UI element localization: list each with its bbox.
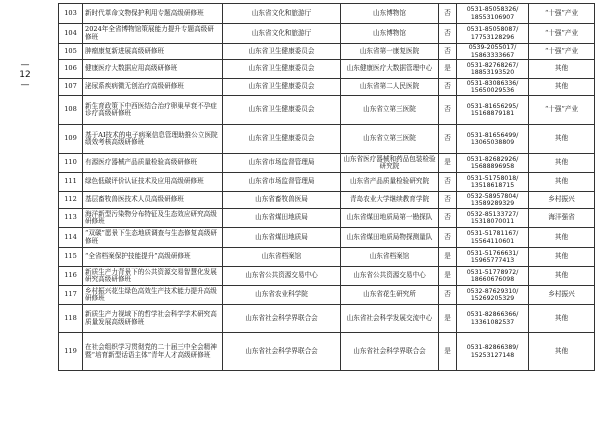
flag-cell: 是 [439, 154, 457, 173]
row-number: 103 [59, 4, 83, 24]
row-number: 104 [59, 24, 83, 44]
row-number: 105 [59, 44, 83, 60]
table-row [59, 24, 595, 44]
supervising-department: 山东省煤田地质局 [223, 228, 341, 248]
course-name: 有源医疗器械产品质量检验高级研修班 [83, 154, 223, 173]
page-number: — 12 — [19, 60, 31, 90]
course-name: 肿瘤康复新进展高级研修班 [83, 44, 223, 60]
course-name: 新质生产力视域下的哲学社会科学学术研究高质量发展高级研修班 [83, 305, 223, 333]
row-number: 109 [59, 125, 83, 154]
course-name: 基于AI技术的电子病案信息管理助推公立医院绩效考核高级研修班 [83, 125, 223, 154]
table-row [59, 305, 595, 333]
organizing-unit: 山东省煤田地质局物探测量队 [341, 228, 439, 248]
course-name: 新生育政策下中西医结合治疗卵巢早衰不孕症诊疗高级研修班 [83, 96, 223, 125]
contact-phone: 0531-82866366/ 13361082537 [457, 305, 529, 333]
contact-phone: 0531-51778972/ 18660676098 [457, 267, 529, 286]
course-name: 基层畜牧兽医技术人员高级研修班 [83, 192, 223, 209]
organizing-unit: 山东博物馆 [341, 4, 439, 24]
contact-phone: 0531-85058326/ 18553106907 [457, 4, 529, 24]
course-name: 在社会组织学习贯彻党的二十届三中全会精神暨“培育新型话语主体”青年人才高级研修班 [83, 333, 223, 371]
organizing-unit: 山东省公共资源交易中心 [341, 267, 439, 286]
supervising-department: 山东省畜牧兽医局 [223, 192, 341, 209]
contact-phone: 0531-85058087/ 17753128296 [457, 24, 529, 44]
contact-phone: 0532-85133727/ 15318070011 [457, 209, 529, 228]
organizing-unit: 山东省立第三医院 [341, 96, 439, 125]
industry-category: 乡村振兴 [529, 192, 595, 209]
industry-category: 其他 [529, 267, 595, 286]
table-row [59, 4, 595, 24]
contact-phone: 0531-81656295/ 15168879181 [457, 96, 529, 125]
industry-category: 乡村振兴 [529, 286, 595, 305]
flag-cell: 否 [439, 286, 457, 305]
supervising-department: 山东省市场监督管理局 [223, 173, 341, 192]
table-row [59, 173, 595, 192]
contact-phone: 0531-82682926/ 15688896958 [457, 154, 529, 173]
table-row [59, 79, 595, 96]
table-row [59, 209, 595, 228]
course-name: 乡村振兴花生绿色高效生产技术能力提升高级研修班 [83, 286, 223, 305]
contact-phone: 0531-51781167/ 15564110601 [457, 228, 529, 248]
row-number: 116 [59, 267, 83, 286]
industry-category: 其他 [529, 228, 595, 248]
contact-phone: 0532-87629310/ 15269205329 [457, 286, 529, 305]
course-name: 海洋新型污染物分布特征及生态效应研究高级研修班 [83, 209, 223, 228]
organizing-unit: 青岛农业大学继续教育学院 [341, 192, 439, 209]
industry-category: 其他 [529, 154, 595, 173]
contact-phone: 0531-82866389/ 15253127148 [457, 333, 529, 371]
flag-cell: 否 [439, 125, 457, 154]
supervising-department: 山东省社会科学界联合会 [223, 305, 341, 333]
table-row [59, 248, 595, 267]
table-row [59, 44, 595, 60]
organizing-unit: 山东省医疗器械和药品包装检验研究院 [341, 154, 439, 173]
supervising-department: 山东省文化和旅游厅 [223, 4, 341, 24]
organizing-unit: 山东省社会科学发展交流中心 [341, 305, 439, 333]
course-name: “双碳”愿景下生态地质调查与生态修复高级研修班 [83, 228, 223, 248]
row-number: 107 [59, 79, 83, 96]
row-number: 113 [59, 209, 83, 228]
flag-cell: 否 [439, 209, 457, 228]
contact-phone: 0539-2055017/ 15863333667 [457, 44, 529, 60]
contact-phone: 0531-83086336/ 15650029536 [457, 79, 529, 96]
flag-cell: 是 [439, 267, 457, 286]
flag-cell: 否 [439, 24, 457, 44]
course-name: 2024年全省博物馆策展能力提升专题高级研修班 [83, 24, 223, 44]
contact-phone: 0531-81656499/ 13065038809 [457, 125, 529, 154]
organizing-unit: 山东省第二人民医院 [341, 79, 439, 96]
supervising-department: 山东省市场监督管理局 [223, 154, 341, 173]
flag-cell: 否 [439, 173, 457, 192]
row-number: 106 [59, 60, 83, 79]
row-number: 115 [59, 248, 83, 267]
flag-cell: 否 [439, 44, 457, 60]
industry-category: 其他 [529, 305, 595, 333]
industry-category: “十强”产业 [529, 4, 595, 24]
organizing-unit: 山东省煤田地质局第一勘探队 [341, 209, 439, 228]
industry-category: “十强”产业 [529, 24, 595, 44]
supervising-department: 山东省农业科学院 [223, 286, 341, 305]
row-number: 118 [59, 305, 83, 333]
row-number: 111 [59, 173, 83, 192]
industry-category: 其他 [529, 248, 595, 267]
course-name: 新时代革命文物保护利用专题高级研修班 [83, 4, 223, 24]
course-name: 健康医疗大数据应用高级研修班 [83, 60, 223, 79]
row-number: 114 [59, 228, 83, 248]
row-number: 117 [59, 286, 83, 305]
course-name: 绿色低碳评价认证技术及应用高级研修班 [83, 173, 223, 192]
industry-category: 其他 [529, 173, 595, 192]
supervising-department: 山东省煤田地质局 [223, 209, 341, 228]
flag-cell: 否 [439, 96, 457, 125]
organizing-unit: 山东省花生研究所 [341, 286, 439, 305]
supervising-department: 山东省卫生健康委员会 [223, 60, 341, 79]
table-row [59, 333, 595, 371]
flag-cell: 是 [439, 248, 457, 267]
training-course-table [58, 3, 595, 371]
flag-cell: 否 [439, 4, 457, 24]
industry-category: 其他 [529, 333, 595, 371]
organizing-unit: 山东省立第三医院 [341, 125, 439, 154]
course-name: “全省档案保护技能提升”高级研修班 [83, 248, 223, 267]
supervising-department: 山东省档案馆 [223, 248, 341, 267]
table-row [59, 286, 595, 305]
table-row [59, 192, 595, 209]
course-name: 新质生产力背景下的公共资源交易智慧化发展研究高级研修班 [83, 267, 223, 286]
table-row [59, 96, 595, 125]
table-row [59, 125, 595, 154]
supervising-department: 山东省卫生健康委员会 [223, 44, 341, 60]
contact-phone: 0531-51766631/ 15965777413 [457, 248, 529, 267]
supervising-department: 山东省文化和旅游厅 [223, 24, 341, 44]
industry-category: “十强”产业 [529, 44, 595, 60]
flag-cell: 是 [439, 333, 457, 371]
industry-category: 其他 [529, 60, 595, 79]
flag-cell: 是 [439, 305, 457, 333]
table-row [59, 60, 595, 79]
organizing-unit: 山东省档案馆 [341, 248, 439, 267]
table-row [59, 154, 595, 173]
industry-category: “十强”产业 [529, 96, 595, 125]
contact-phone: 0532-58957804/ 13589289329 [457, 192, 529, 209]
organizing-unit: 山东省第一康复医院 [341, 44, 439, 60]
course-name: 泌尿系疾病微无创治疗高级研修班 [83, 79, 223, 96]
row-number: 110 [59, 154, 83, 173]
contact-phone: 0531-82768267/ 18853193520 [457, 60, 529, 79]
organizing-unit: 山东省社会科学界联合会 [341, 333, 439, 371]
supervising-department: 山东省社会科学界联合会 [223, 333, 341, 371]
supervising-department: 山东省卫生健康委员会 [223, 125, 341, 154]
organizing-unit: 山东博物馆 [341, 24, 439, 44]
page-number-value: 12 [19, 70, 31, 80]
table-row [59, 267, 595, 286]
row-number: 108 [59, 96, 83, 125]
flag-cell: 否 [439, 228, 457, 248]
row-number: 119 [59, 333, 83, 371]
industry-category: 其他 [529, 79, 595, 96]
contact-phone: 0531-51758018/ 13518618715 [457, 173, 529, 192]
industry-category: 其他 [529, 125, 595, 154]
supervising-department: 山东省卫生健康委员会 [223, 79, 341, 96]
supervising-department: 山东省卫生健康委员会 [223, 96, 341, 125]
row-number: 112 [59, 192, 83, 209]
organizing-unit: 山东健康医疗大数据管理中心 [341, 60, 439, 79]
organizing-unit: 山东省产品质量检验研究院 [341, 173, 439, 192]
flag-cell: 否 [439, 79, 457, 96]
flag-cell: 否 [439, 192, 457, 209]
table-row [59, 228, 595, 248]
supervising-department: 山东省公共资源交易中心 [223, 267, 341, 286]
industry-category: 海洋强省 [529, 209, 595, 228]
flag-cell: 是 [439, 60, 457, 79]
